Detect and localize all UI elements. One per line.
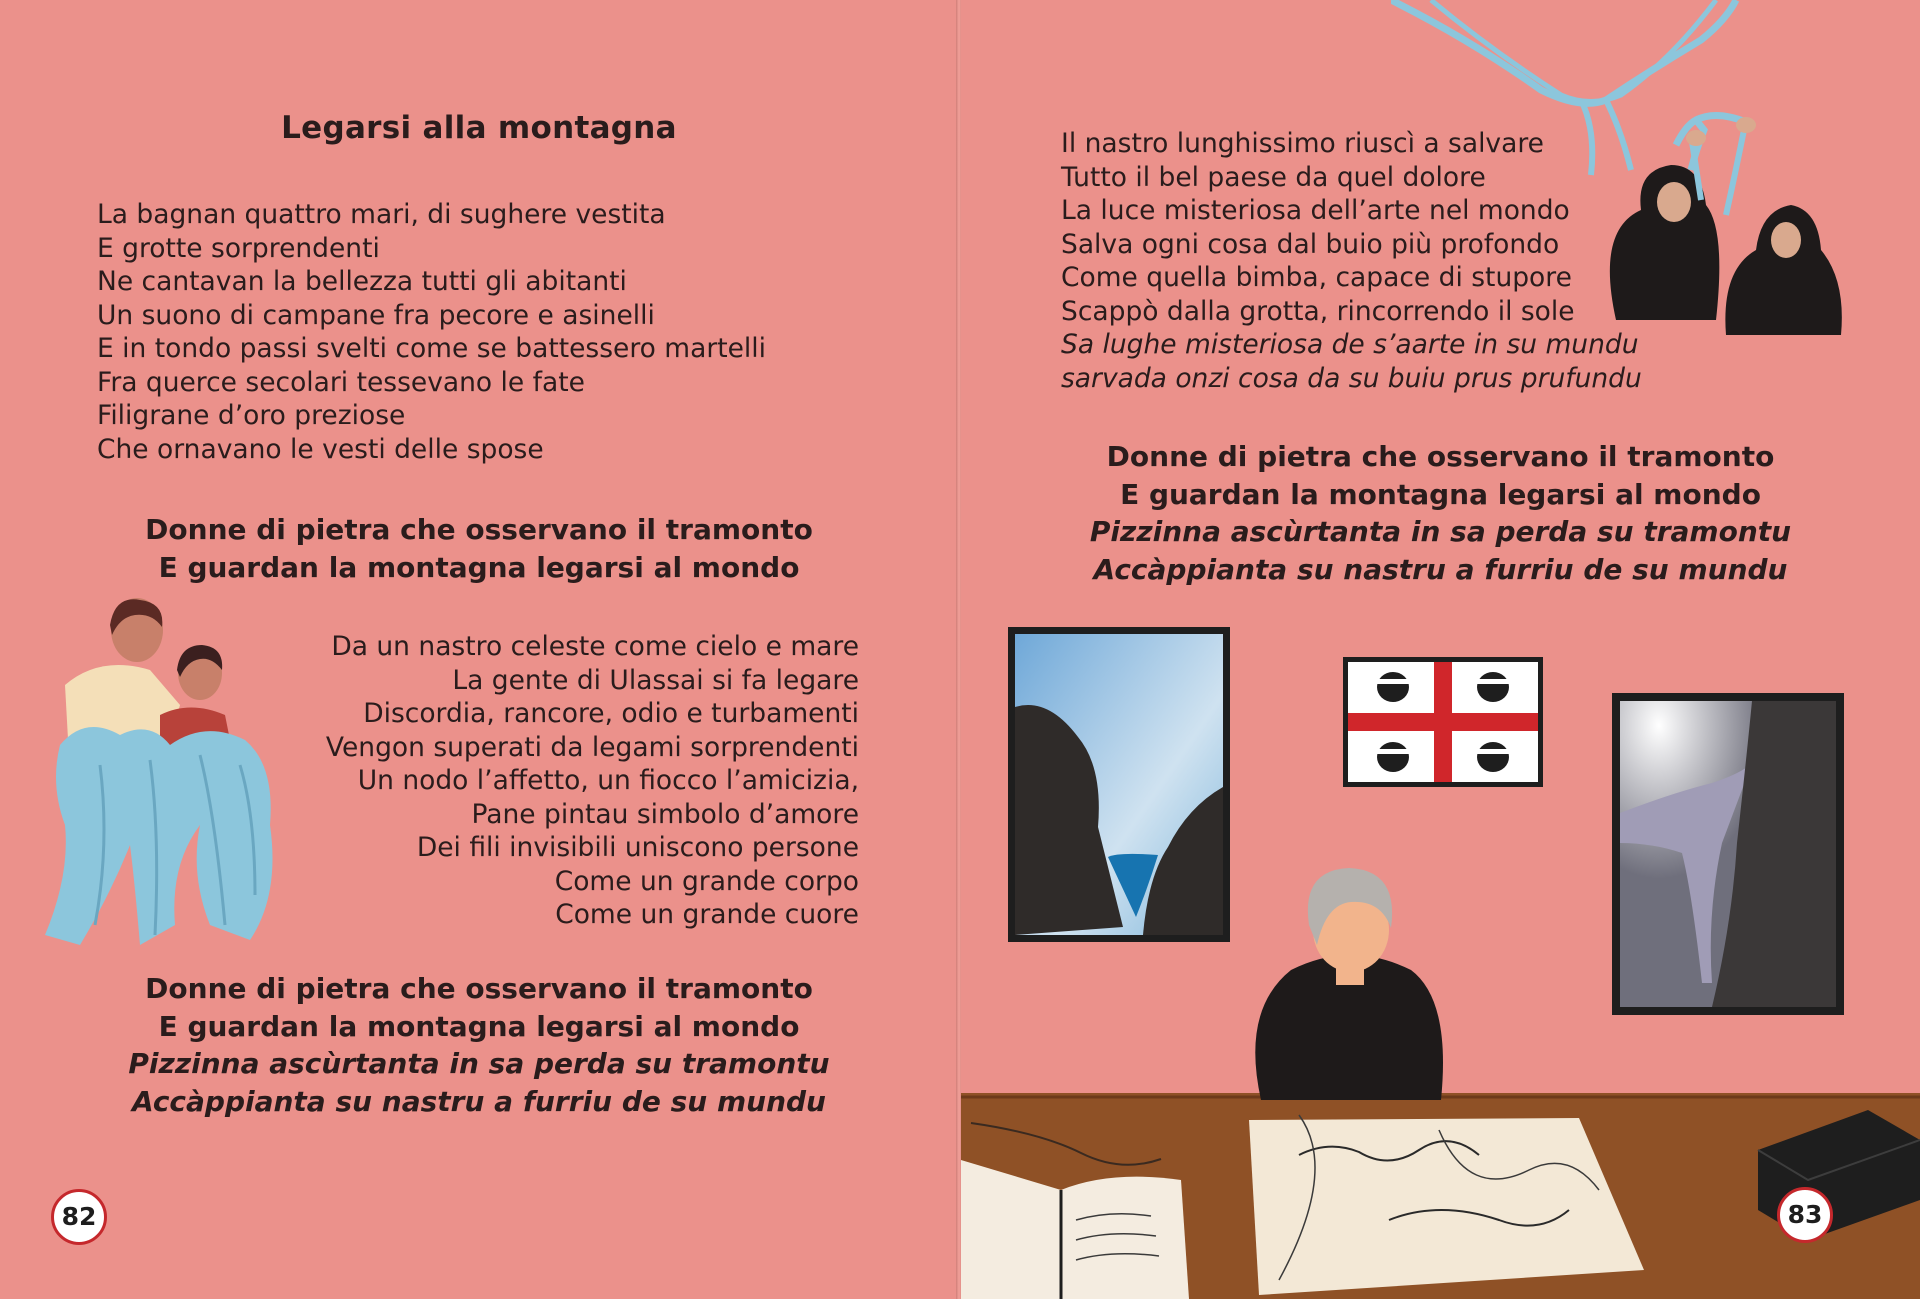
old-woman-illustration xyxy=(1231,860,1471,1100)
chorus-line: E guardan la montagna legarsi al mondo xyxy=(158,550,800,584)
flag-icon xyxy=(1343,657,1543,787)
verse-line: Il nastro lunghissimo riuscì a salvare xyxy=(1061,128,1544,159)
paper-with-thread xyxy=(1239,1110,1649,1295)
people-with-ribbon-illustration xyxy=(40,595,290,950)
chorus-line: Pizzinna ascùrtanta in sa perda su tramontu xyxy=(128,1047,830,1080)
verse-line: Dei fili invisibili uniscono persone xyxy=(416,832,859,863)
right-chorus xyxy=(961,438,1920,588)
verse-line: Che ornavano le vesti delle spose xyxy=(97,433,544,465)
verse-line: Sa lughe misteriosa de s’aarte in su mundu xyxy=(1061,329,1639,360)
verse-line: Filigrane d’oro preziose xyxy=(97,400,406,431)
cave-painting xyxy=(1612,693,1844,1015)
chorus-line: Donne di pietra che osservano il tramonto xyxy=(145,972,813,1005)
verse-line: Tutto il bel paese da quel dolore xyxy=(1061,161,1486,193)
dark-box xyxy=(1748,1110,1920,1240)
verse-line: E grotte sorprendenti xyxy=(97,232,380,264)
verse-line: Vengon superati da legami sorprendenti xyxy=(325,731,859,763)
verse-line: Un suono di campane fra pecore e asinelli xyxy=(97,299,655,331)
canyon-painting xyxy=(1008,627,1230,942)
verse-line: Da un nastro celeste come cielo e mare xyxy=(331,631,859,662)
verse-line: Discordia, rancore, odio e turbamenti xyxy=(363,698,859,729)
verse-line: Come un grande cuore xyxy=(555,899,859,930)
poem-title: Legarsi alla montagna xyxy=(281,110,677,146)
chorus-line: Pizzinna ascùrtanta in sa perda su tramontu xyxy=(1089,515,1792,548)
verse-line: sarvada onzi cosa da su buiu prus prufundu xyxy=(1061,362,1642,394)
chorus-line: Accàppianta su nastru a furriu de su mundu xyxy=(132,1084,826,1118)
open-book xyxy=(961,1150,1191,1299)
left-page xyxy=(0,0,958,1299)
verse-line: Ne cantavan la bellezza tutti gli abitanti xyxy=(97,266,627,297)
verse-line: Salva ogni cosa dal buio più profondo xyxy=(1061,228,1560,260)
left-chorus-2 xyxy=(0,970,958,1120)
chorus-line: E guardan la montagna legarsi al mondo xyxy=(158,1009,800,1043)
verse-line: Scappò dalla grotta, rincorrendo il sole xyxy=(1061,295,1575,327)
verse-line: Come un grande corpo xyxy=(554,865,859,897)
verse-line: E in tondo passi svelti come se battessero martelli xyxy=(97,333,766,364)
verse-line: La gente di Ulassai si fa legare xyxy=(452,664,859,696)
ribbon-cloth xyxy=(45,727,273,945)
chorus-line: Accàppianta su nastru a furriu de su mundu xyxy=(1093,552,1788,586)
right-stanza-1 xyxy=(1061,127,1642,395)
verse-line: Un nodo l’affetto, un fiocco l’amicizia, xyxy=(357,765,859,796)
left-chorus-1 xyxy=(0,511,958,586)
right-page xyxy=(961,0,1920,1299)
verse-line: Pane pintau simbolo d’amore xyxy=(471,798,859,830)
left-stanza-2 xyxy=(326,630,859,932)
chorus-line: Donne di pietra che osservano il tramonto xyxy=(145,513,813,546)
chorus-line: E guardan la montagna legarsi al mondo xyxy=(1120,477,1761,511)
chorus-line: Donne di pietra che osservano il tramonto xyxy=(1106,440,1775,473)
page-number: 82 xyxy=(51,1189,107,1245)
page-number: 83 xyxy=(1777,1187,1833,1243)
left-stanza-1 xyxy=(97,198,766,466)
verse-line: La luce misteriosa dell’arte nel mondo xyxy=(1061,195,1570,226)
verse-line: Fra querce secolari tessevano le fate xyxy=(97,366,585,398)
verse-line: Come quella bimba, capace di stupore xyxy=(1061,262,1572,293)
verse-line: La bagnan quattro mari, di sughere vestita xyxy=(97,199,666,230)
